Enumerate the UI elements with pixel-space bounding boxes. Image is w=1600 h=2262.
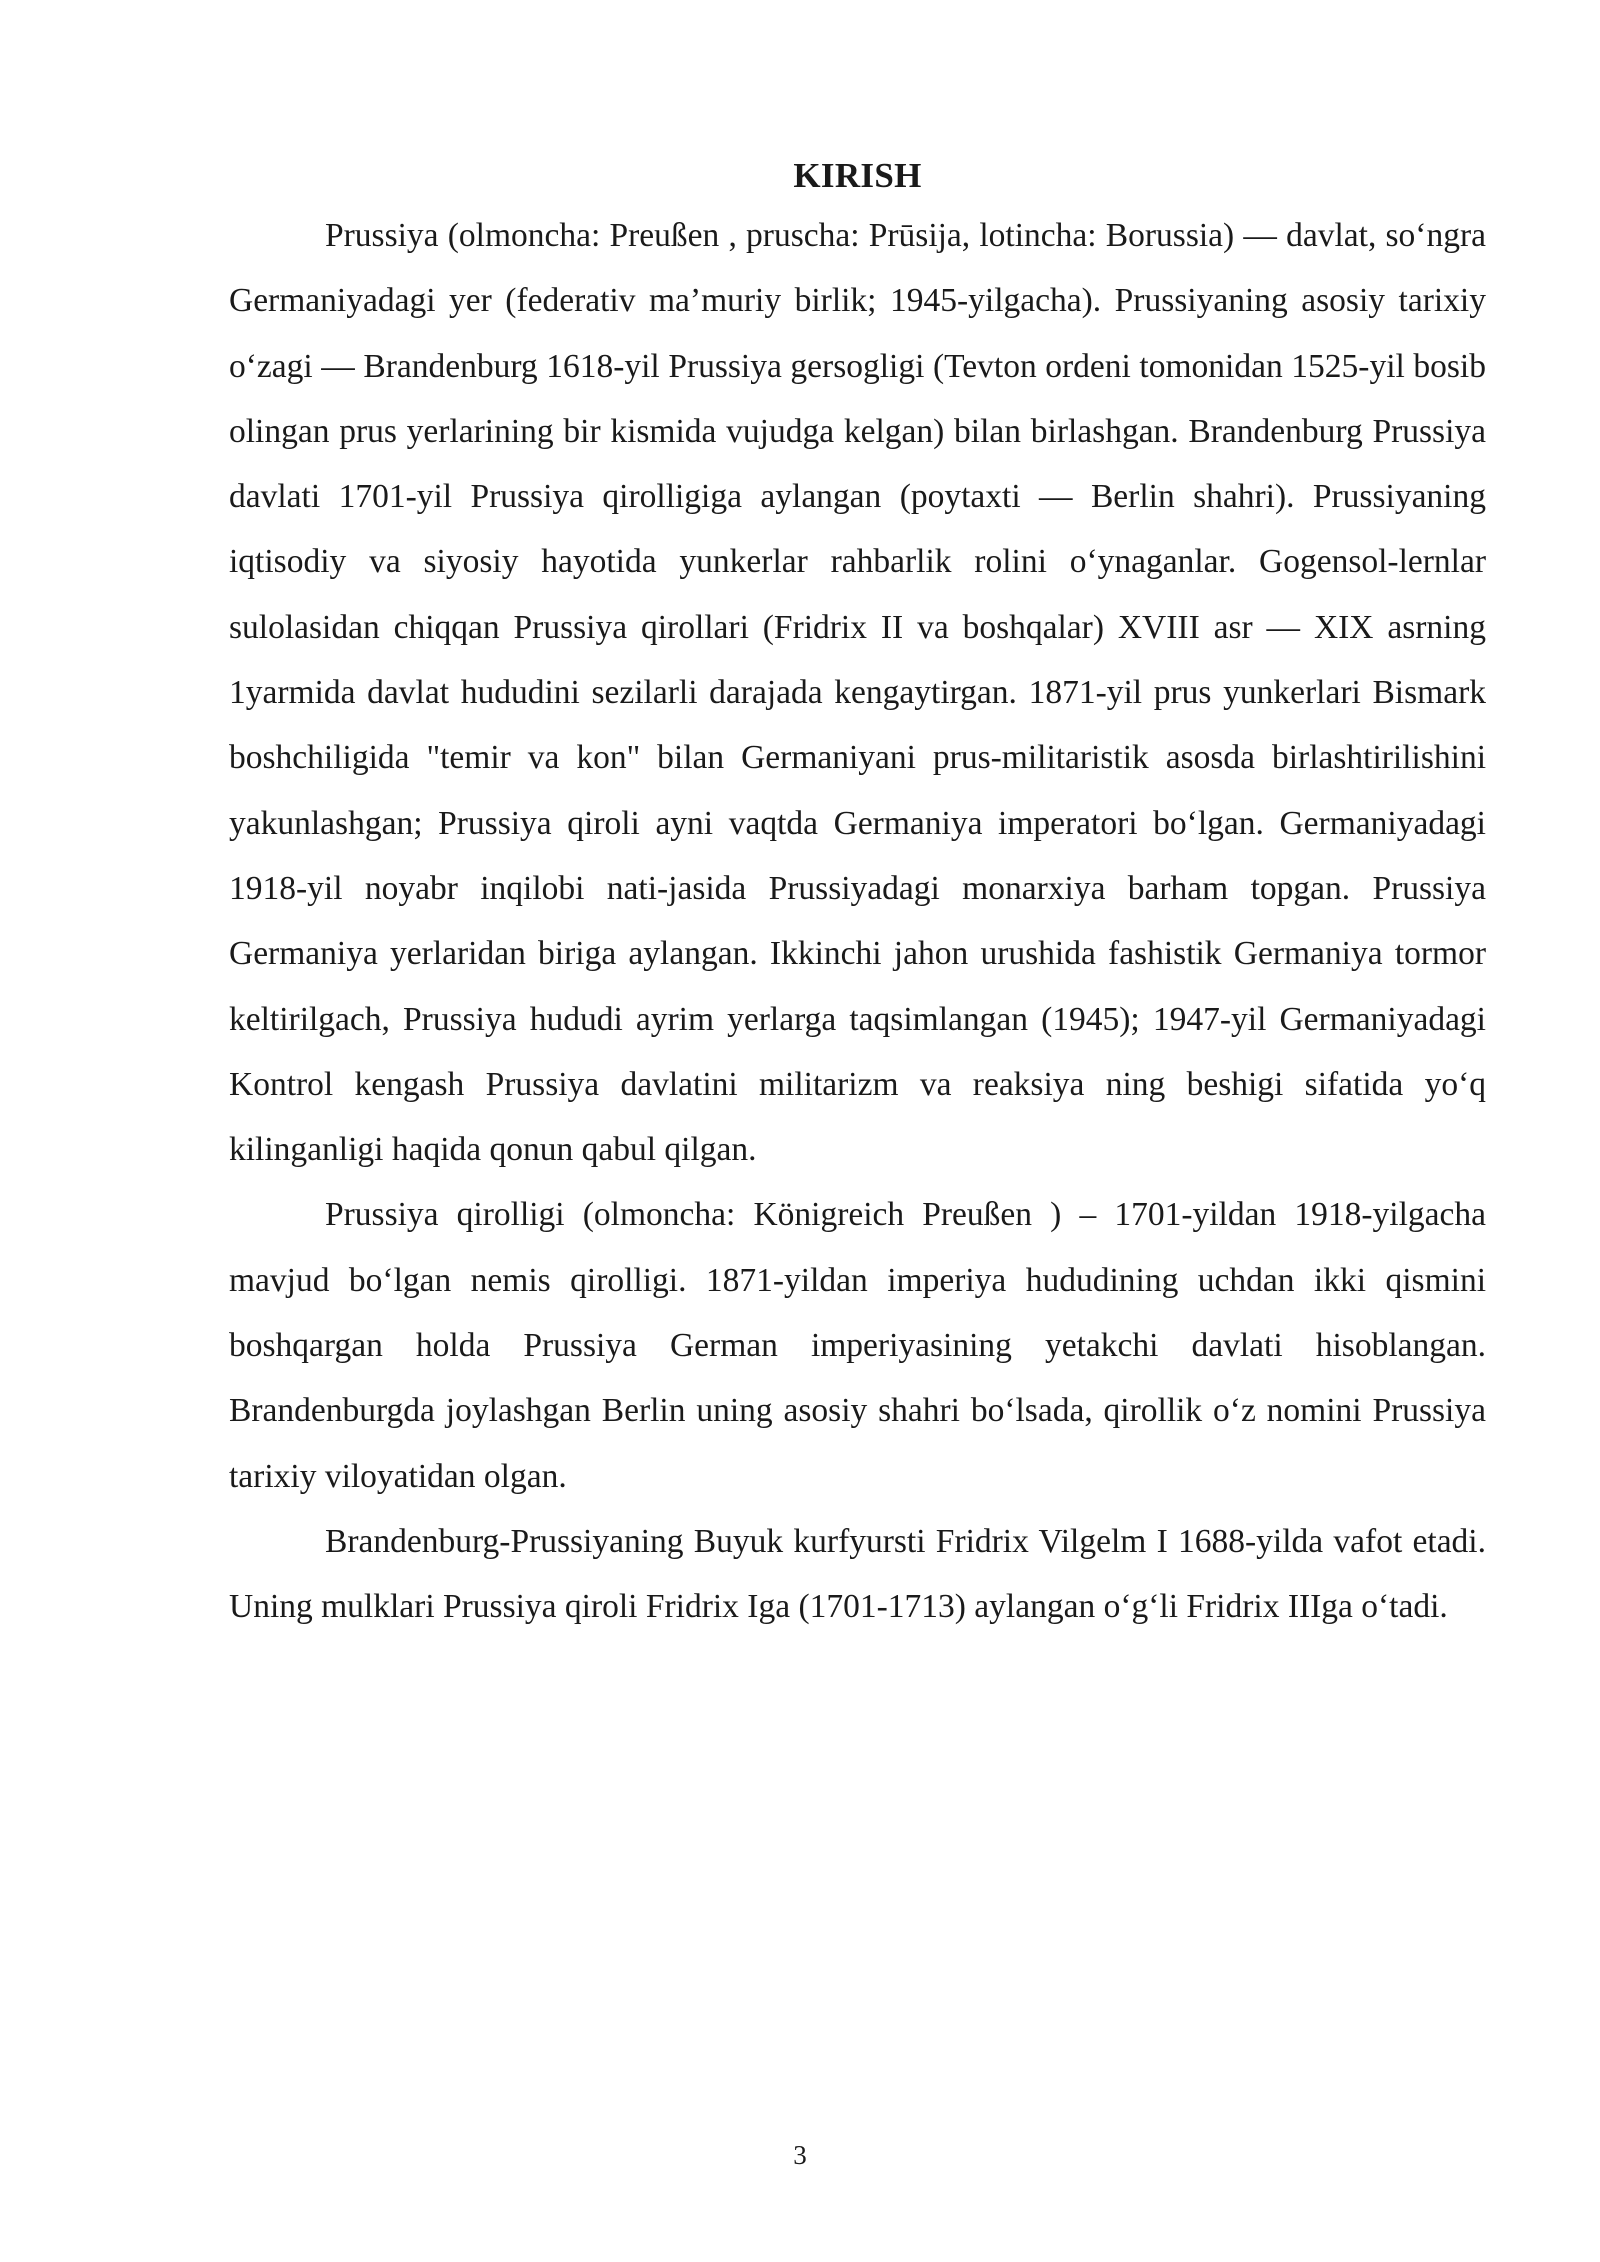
- paragraph-frederick-william: Brandenburg-Prussiyaning Buyuk kurfyursti Fridrix Vilgelm I 1688-yilda vafot etadi. Uning mulklari Prussiya qiroli Fridrix Iga (1701-1713) aylangan o‘g‘li Fridrix IIIga o‘tadi.: [229, 1522, 1486, 1626]
- section-title: KIRISH: [793, 156, 922, 195]
- paragraph-prussia-kingdom: Prussiya qirolligi (olmoncha: Königreich Preußen ) – 1701-yildan 1918-yilgacha mavjud bo‘lgan nemis qirolligi. 1871-yildan imperiya hududining uchdan ikki qismini boshqargan holda Prussiya German imperiyasining yetakchi davlati hisoblangan. Brandenburgda joylashgan Berlin uning asosiy shahri bo‘lsada, qirollik o‘z nomini Prussiya tarixiy viloyatidan olgan.: [229, 1196, 1486, 1495]
- paragraph-prussia-intro: Prussiya (olmoncha: Preußen , pruscha: Prūsija, lotincha: Borussia) — davlat, so‘ngra Germaniyadagi yer (federativ ma’muriy birlik; 1945-yilgacha). Prussiyaning asosiy tarixiy o‘zagi — Brandenburg 1618-yil Prussiya gersogligi (Tevton ordeni tomonidan 1525-yil bosib olingan prus yerlarining bir kismida vujudga kelgan) bilan birlashgan. Brandenburg Prussiya davlati 1701-yil Prussiya qirolligiga aylangan (poytaxti — Berlin shahri). Prussiyaning iqtisodiy va siyosiy hayotida yunkerlar rahbarlik rolini o‘ynaganlar. Gogensol-lernlar sulolasidan chiqqan Prussiya qirollari (Fridrix II va boshqalar) XVIII asr — XIX asrning 1yarmida davlat hududini sezilarli darajada kengaytirgan. 1871-yil prus yunkerlari Bismark boshchiligida "temir va kon" bilan Germaniyani prus-militaristik asosda birlashtirilishini yakunlashgan; Prussiya qiroli ayni vaqtda Germaniya imperatori bo‘lgan. Germaniyadagi 1918-yil noyabr inqilobi nati-jasida Prussiyadagi monarxiya barham topgan. Prussiya Germaniya yerlaridan biriga aylangan. Ikkinchi jahon urushida fashistik Germaniya tormor keltirilgach, Prussiya hududi ayrim yerlarga taqsimlangan (1945); 1947-yil Germaniyadagi Kontrol kengash Prussiya davlatini militarizm va reaksiya ning beshigi sifatida yo‘q kilinganligi haqida qonun qabul qilgan.: [229, 217, 1486, 1169]
- document-body: [229, 150, 1486, 1640]
- page-number: 3: [793, 2140, 807, 2170]
